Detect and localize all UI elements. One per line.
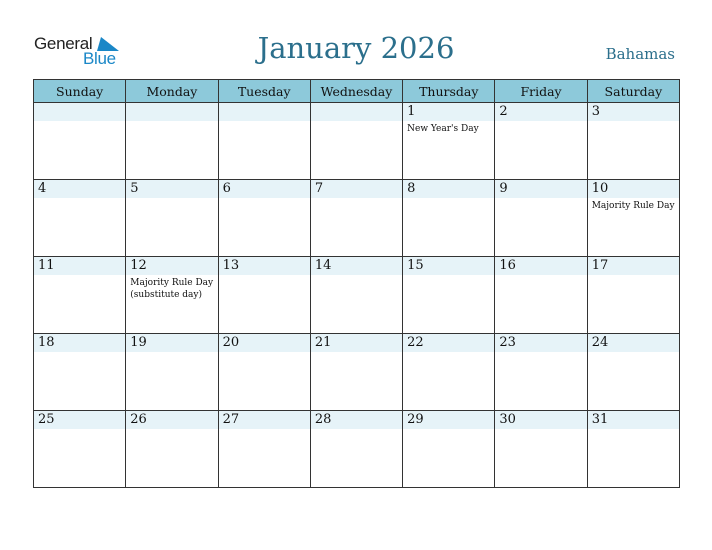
weekday-header: Saturday xyxy=(587,80,679,103)
day-cell xyxy=(34,411,126,488)
day-number xyxy=(219,103,310,121)
day-cell xyxy=(587,411,679,488)
day-cell xyxy=(126,103,218,180)
day-cell xyxy=(403,257,495,334)
day-cell xyxy=(310,411,402,488)
day-number: 9 xyxy=(495,180,586,198)
day-number: 5 xyxy=(126,180,217,198)
day-cell xyxy=(495,411,587,488)
day-cell xyxy=(218,411,310,488)
logo-word-blue: Blue xyxy=(83,49,116,68)
weekday-header: Sunday xyxy=(34,80,126,103)
day-number: 3 xyxy=(588,103,679,121)
day-number: 18 xyxy=(34,334,125,352)
day-number: 14 xyxy=(311,257,402,275)
day-cell xyxy=(310,257,402,334)
week-row xyxy=(34,257,680,334)
day-number xyxy=(311,103,402,121)
holiday-label: Majority Rule Day (substitute day) xyxy=(130,278,214,300)
holiday-label: New Year's Day xyxy=(407,124,479,134)
week-row xyxy=(34,103,680,180)
weekday-header: Wednesday xyxy=(310,80,402,103)
week-row xyxy=(34,334,680,411)
day-number: 13 xyxy=(219,257,310,275)
day-cell xyxy=(587,103,679,180)
day-cell xyxy=(587,180,679,257)
day-number: 26 xyxy=(126,411,217,429)
day-cell xyxy=(403,334,495,411)
day-number: 24 xyxy=(588,334,679,352)
day-number: 2 xyxy=(495,103,586,121)
day-cell xyxy=(126,334,218,411)
day-number: 1 xyxy=(403,103,494,121)
weekday-header: Thursday xyxy=(403,80,495,103)
day-number xyxy=(126,103,217,121)
day-cell xyxy=(218,103,310,180)
day-number: 29 xyxy=(403,411,494,429)
day-number: 31 xyxy=(588,411,679,429)
day-cell xyxy=(495,180,587,257)
day-cell xyxy=(495,103,587,180)
day-number: 4 xyxy=(34,180,125,198)
weekday-header-row xyxy=(34,80,680,103)
week-row xyxy=(34,411,680,488)
day-cell xyxy=(310,334,402,411)
day-number: 11 xyxy=(34,257,125,275)
day-cell xyxy=(34,103,126,180)
day-cell xyxy=(495,257,587,334)
day-number: 23 xyxy=(495,334,586,352)
day-number: 22 xyxy=(403,334,494,352)
day-cell xyxy=(218,257,310,334)
day-number: 16 xyxy=(495,257,586,275)
day-cell xyxy=(495,334,587,411)
day-cell xyxy=(587,257,679,334)
day-number: 12 xyxy=(126,257,217,275)
day-cell xyxy=(126,257,218,334)
day-number: 19 xyxy=(126,334,217,352)
day-cell xyxy=(126,411,218,488)
weekday-header: Tuesday xyxy=(218,80,310,103)
week-row xyxy=(34,180,680,257)
day-number: 8 xyxy=(403,180,494,198)
day-number: 7 xyxy=(311,180,402,198)
day-cell xyxy=(34,180,126,257)
day-number: 10 xyxy=(588,180,679,198)
day-cell xyxy=(34,257,126,334)
day-cell xyxy=(34,334,126,411)
holiday-label: Majority Rule Day xyxy=(591,201,675,211)
page-title: January 2026 xyxy=(257,31,455,65)
day-cell xyxy=(587,334,679,411)
weekday-header: Monday xyxy=(126,80,218,103)
day-number: 30 xyxy=(495,411,586,429)
day-number: 21 xyxy=(311,334,402,352)
day-cell xyxy=(403,103,495,180)
day-cell xyxy=(218,334,310,411)
country-label: Bahamas xyxy=(605,45,675,63)
weekday-header: Friday xyxy=(495,80,587,103)
day-cell xyxy=(310,103,402,180)
day-cell xyxy=(403,411,495,488)
day-cell xyxy=(218,180,310,257)
day-cell xyxy=(310,180,402,257)
day-cell xyxy=(403,180,495,257)
day-number: 28 xyxy=(311,411,402,429)
day-cell xyxy=(126,180,218,257)
day-number: 17 xyxy=(588,257,679,275)
day-number: 15 xyxy=(403,257,494,275)
calendar-grid xyxy=(33,79,680,488)
day-number xyxy=(34,103,125,121)
logo-word-general: General xyxy=(34,34,93,53)
day-number: 20 xyxy=(219,334,310,352)
day-number: 6 xyxy=(219,180,310,198)
day-number: 25 xyxy=(34,411,125,429)
day-number: 27 xyxy=(219,411,310,429)
